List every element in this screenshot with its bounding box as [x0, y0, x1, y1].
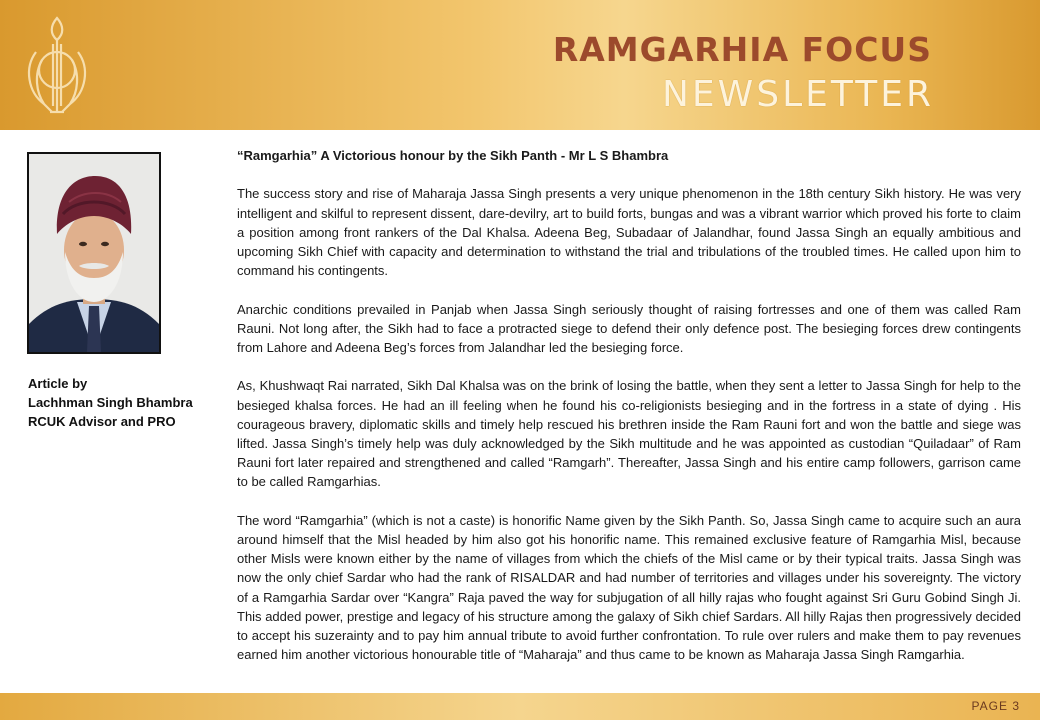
article-title: “Ramgarhia” A Victorious honour by the Sikh Panth - Mr L S Bhambra	[237, 148, 669, 163]
newsletter-header	[0, 0, 1040, 130]
article-paragraph: Anarchic conditions prevailed in Panjab when Jassa Singh seriously thought of raising fortresses and one of them was called Ram Rauni. Not long after, the Sikh had to face a protracted siege to defend their only defence post. The besieging forces drew contingents from Lahore and Adeena Beg’s forces from Jalandhar led the besieging force.	[237, 301, 1021, 355]
author-credit	[28, 374, 228, 431]
author-portrait	[29, 154, 159, 352]
page-footer	[0, 693, 1040, 720]
newsletter-title: RAMGARHIA FOCUS	[552, 30, 932, 69]
article-paragraph: As, Khushwaqt Rai narrated, Sikh Dal Khalsa was on the brink of losing the battle, when they sent a letter to Jassa Singh for help to the besieged khalsa forces. He had an ill feeling when he found his co-religionists besieging and in the fortress in a state of dying . His courageous bravery, diplomatic skills and timely help rescued his brethren inside the Ram Rauni fort and won the battle and siege was lifted. Jassa Singh’s timely help was duly acknowledged by the Sikh multitude and he was appointed as custodian “Quiladaar” of Ram Rauni fort later repaired and strengthened and called “Ramgarh”. Thereafter, Jassa Singh and his entire camp followers, garrison came to be called Ramgarhias.	[237, 378, 1021, 490]
author-name: Lachhman Singh Bhambra	[28, 395, 193, 410]
article-paragraph: The success story and rise of Maharaja Jassa Singh presents a very unique phenomenon in the 18th century Sikh history. He was very intelligent and skilful to represent dissent, dare-devilry, art to build forts, bungas and was a vibrant warrior which proved his forte to claim a position among front rankers of the Dal Khalsa. Adeena Beg, Subadaar of Jalandhar, found Jassa Singh an equally ambitious and upcoming Sikh Chief with capacity and determination to withstand the trial and tribulations of the troubled times. He called upon him to command his contingents.	[237, 186, 1021, 279]
page-number: PAGE 3	[971, 699, 1020, 713]
article-body	[237, 146, 1021, 664]
credit-label: Article by	[28, 376, 88, 391]
article-paragraph: The word “Ramgarhia” (which is not a caste) is honorific Name given by the Sikh Panth. So, Jassa Singh came to acquire such an aura around himself that the Misl headed by him also got his honorific name. This remained exclusive feature of Ramgarhia Misl, because other Misls were known either by the name of villages from which the chiefs of the Misl came or by their typical traits. Jassa Singh was now the only chief Sardar who had the rank of RISALDAR and had number of territories and villages under his sovereignty. The victory of a Ramgarhia Sardar over “Kangra” Raja paved the way for subjugation of all hilly rajas who fought against Sri Guru Gobind Singh Ji. This added power, prestige and legacy of his structure among the galaxy of Sikh chief Sardars. All hilly Rajas then progressively decided to accept his suzerainty and to pay him annual tribute to avoid further confrontation. To rule over rulers and make them to pay revenues earned him another victorious honourable title of “Maharaja” and thus came to be known as Maharaja Jassa Singh Ramgarhia.	[237, 512, 1021, 663]
khanda-icon	[22, 12, 92, 122]
newsletter-subtitle: NEWSLETTER	[661, 74, 934, 115]
author-role: RCUK Advisor and PRO	[28, 414, 176, 429]
author-photo	[27, 152, 161, 354]
